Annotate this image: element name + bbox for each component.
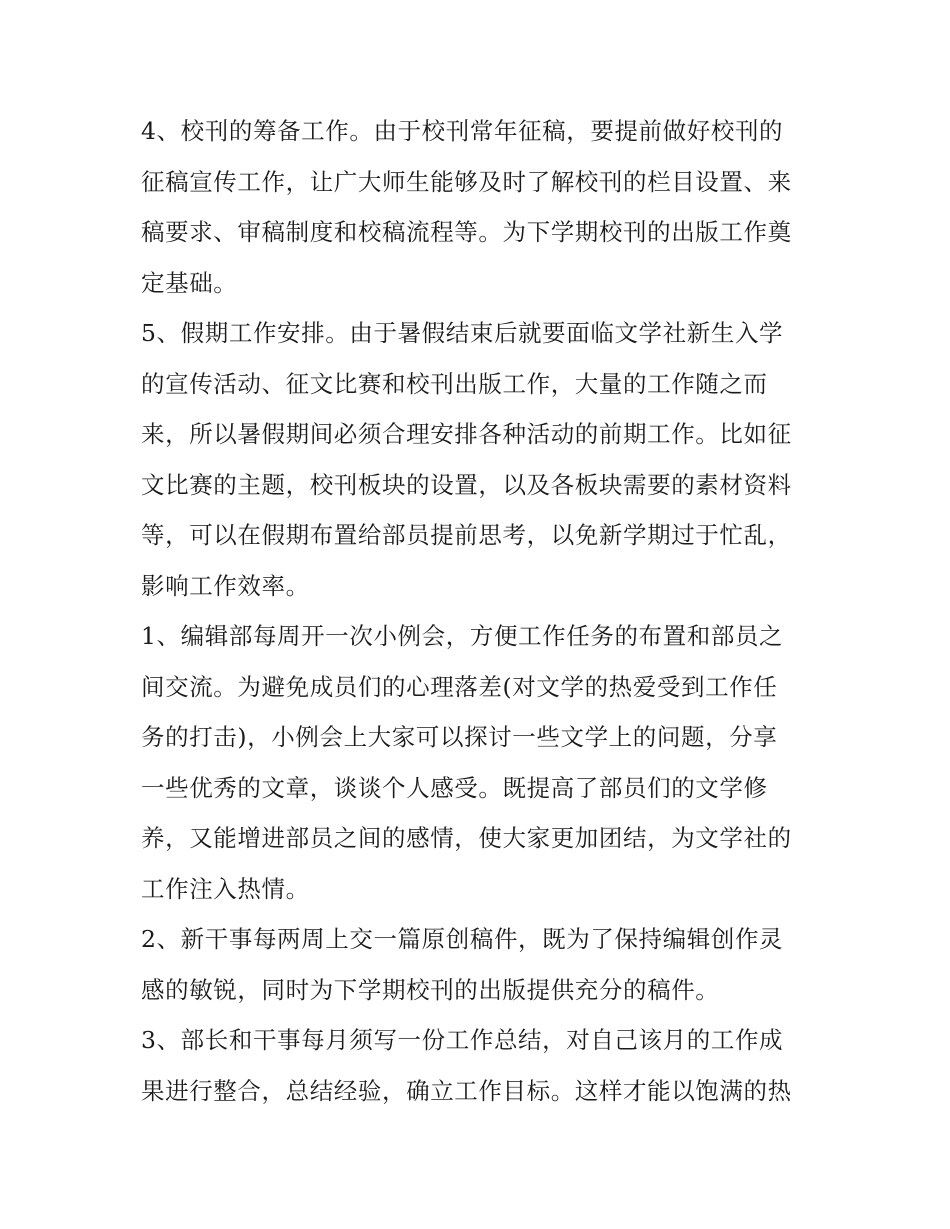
text-line: 征稿宣传工作，让广大师生能够及时了解校刊的栏目设置、来 xyxy=(141,167,792,196)
text-line: 5、假期工作安排。由于暑假结束后就要面临文学社新生入学 xyxy=(141,319,784,347)
text-line: 稿要求、审稿制度和校稿流程等。为下学期校刊的出版工作奠 xyxy=(141,218,792,246)
text-line: 来，所以暑假期间必须合理安排各种活动的前期工作。比如征 xyxy=(141,420,792,448)
paragraph-item-1-weekly-meeting xyxy=(141,611,813,914)
text-line: 等，可以在假期布置给部员提前思考，以免新学期过于忙乱， xyxy=(141,521,792,549)
text-line: 2、新干事每两周上交一篇原创稿件，既为了保持编辑创作灵 xyxy=(141,925,784,953)
text-line: 定基础。 xyxy=(141,268,238,297)
text-line: 养，又能增进部员之间的感情，使大家更加团结，为文学社的 xyxy=(141,824,792,852)
text-line: 3、部长和干事每月须写一份工作总结，对自己该月的工作成 xyxy=(141,1026,784,1054)
text-line: 的宣传活动、征文比赛和校刊出版工作，大量的工作随之而 xyxy=(141,369,768,398)
paragraph-item-5-holiday-arrangement xyxy=(141,308,813,611)
text-line: 务的打击)，小例会上大家可以探讨一些文学上的问题，分享 xyxy=(141,723,778,751)
text-line: 果进行整合，总结经验，确立工作目标。这样才能以饱满的热 xyxy=(141,1076,792,1105)
text-line: 工作注入热情。 xyxy=(141,874,310,903)
text-line: 感的敏锐，同时为下学期校刊的出版提供充分的稿件。 xyxy=(141,975,720,1004)
text-line: 间交流。为避免成员们的心理落差(对文学的热爱受到工作任 xyxy=(141,672,778,701)
text-line: 文比赛的主题，校刊板块的设置，以及各板块需要的素材资料 xyxy=(141,470,792,499)
paragraph-item-3-monthly-summary xyxy=(141,1015,813,1116)
text-line: 4、校刊的筹备工作。由于校刊常年征稿，要提前做好校刊的 xyxy=(141,117,784,145)
text-line: 一些优秀的文章，谈谈个人感受。既提高了部员们的文学修 xyxy=(141,773,768,802)
paragraph-item-2-original-manuscripts xyxy=(141,914,813,1015)
text-line: 1、编辑部每周开一次小例会，方便工作任务的布置和部员之 xyxy=(141,622,784,650)
document-body xyxy=(141,106,813,1116)
paragraph-item-4-journal-preparation xyxy=(141,106,813,308)
text-line: 影响工作效率。 xyxy=(141,571,310,600)
